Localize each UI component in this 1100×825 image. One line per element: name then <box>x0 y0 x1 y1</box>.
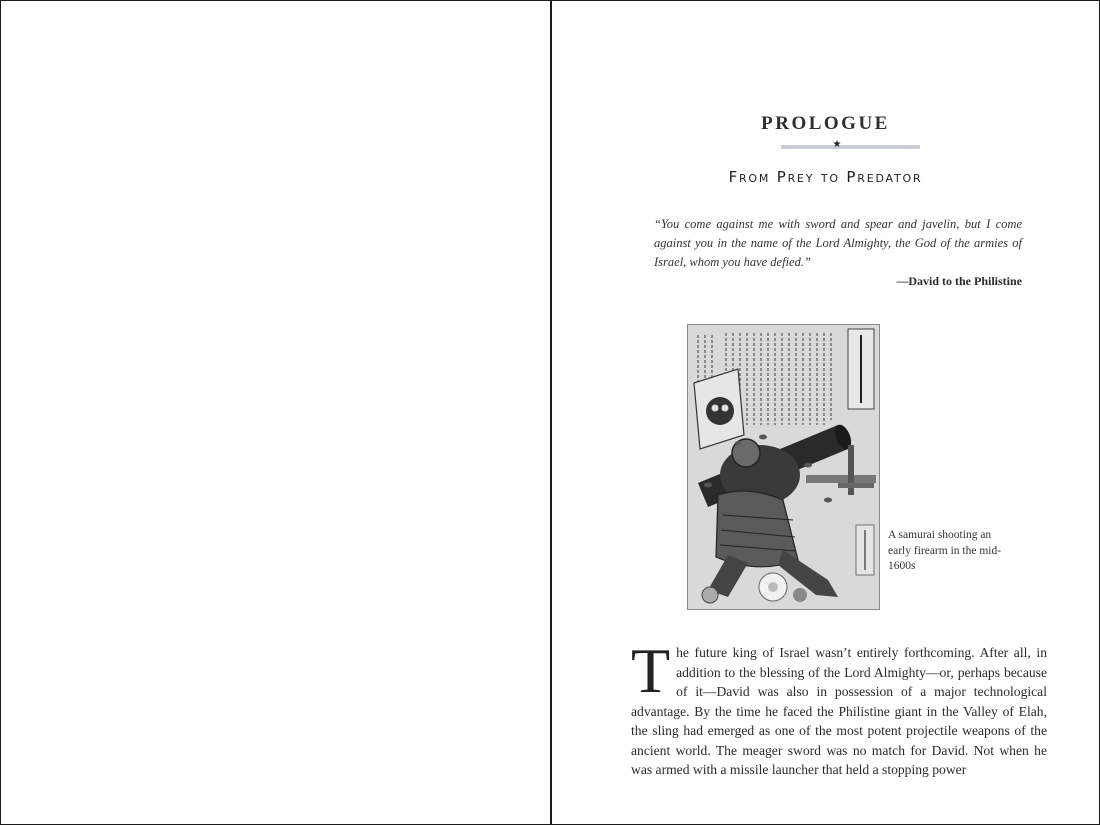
samurai-illustration <box>688 325 879 609</box>
chapter-title: From Prey to Predator <box>728 168 923 186</box>
chapter-ornament <box>552 139 1099 154</box>
figure-caption: A samurai shooting an early firearm in the mid-1600s <box>888 529 1002 572</box>
left-page-blank <box>1 1 550 824</box>
ornament-bar-right <box>848 145 920 149</box>
chapter-label: PROLOGUE <box>761 113 890 134</box>
body-paragraph <box>631 635 1047 780</box>
body-text: he future king of Israel wasn’t entirely forthcoming. After all, in addition to the blessing of the Lord Almighty—or, perhaps because of it—David was also in possession of a major technological advantage. By the time he faced the Philistine giant in the Valley of Elah, the sling had emerged as one of the most potent projectile weapons of the ancient world. The meager sword was no match for David. Not when he was armed with a missile launcher that held a stopping power <box>631 645 1047 777</box>
drop-cap: T <box>631 635 671 706</box>
epigraph-attribution: —David to the Philistine <box>896 274 1022 288</box>
star-icon: ★ <box>832 139 842 150</box>
right-page <box>552 1 1099 824</box>
samurai-woodblock-image <box>687 324 880 610</box>
epigraph-quote: “You come against me with sword and spear and javelin, but I come against you in the name of the Lord Almighty, the God of the armies of Israel, whom you have defied.” <box>654 217 1022 269</box>
